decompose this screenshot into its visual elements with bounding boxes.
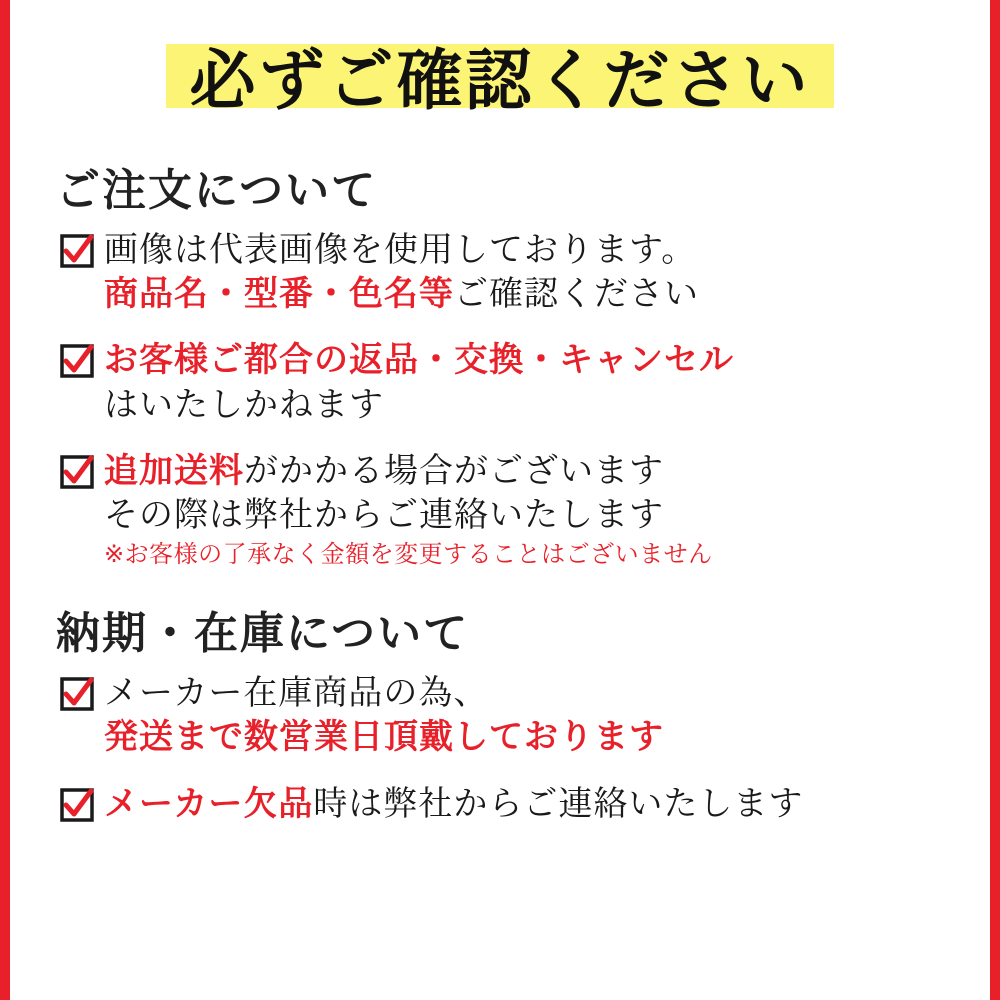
notice-document <box>10 0 990 1000</box>
right-red-rail <box>990 0 1000 1000</box>
list-item-line: 画像は代表画像を使用しております。 <box>104 230 697 270</box>
left-red-rail <box>0 0 10 1000</box>
checkbox-checked-icon <box>60 234 94 268</box>
checkbox-checked-icon <box>60 788 94 822</box>
checkbox-checked-icon <box>60 455 94 489</box>
list-item-line <box>104 272 962 316</box>
list-item-line-segment: がかかる場合がございます <box>244 450 664 491</box>
list-item-line: 発送まで数営業日頂戴しております <box>104 717 664 758</box>
list-item-line-segment: 追加送料 <box>104 450 244 491</box>
section-heading-order: ご注文について <box>56 165 378 216</box>
list-item-line: お客様ご都合の返品・交換・キャンセル <box>104 340 734 381</box>
list-item-line <box>104 782 962 826</box>
list-item <box>60 228 962 316</box>
list-item <box>60 671 962 759</box>
list-item <box>60 449 962 569</box>
title-text: 必ずご確認ください <box>189 41 811 119</box>
list-item <box>60 782 962 826</box>
list-item-note: ※お客様の了承なく金額を変更することはございません <box>104 540 713 569</box>
list-item-line-segment: メーカー欠品 <box>104 783 314 824</box>
list-item <box>60 338 962 426</box>
page-title <box>38 0 962 148</box>
list-item-line-segment: 時は弊社からご連絡いたします <box>313 783 804 824</box>
section-heading-delivery: 納期・在庫について <box>56 608 470 660</box>
list-item-line <box>104 449 962 493</box>
checkbox-checked-icon <box>60 677 94 711</box>
list-item-line: その際は弊社からご連絡いたします <box>104 494 664 535</box>
list-item-line: はいたしかねます <box>104 384 384 425</box>
list-item-line-segment: 商品名・型番・色名等 <box>104 274 454 315</box>
checkbox-checked-icon <box>60 344 94 378</box>
list-item-line-segment: ご確認ください <box>454 274 699 315</box>
list-item-line: メーカー在庫商品の為、 <box>104 673 489 714</box>
